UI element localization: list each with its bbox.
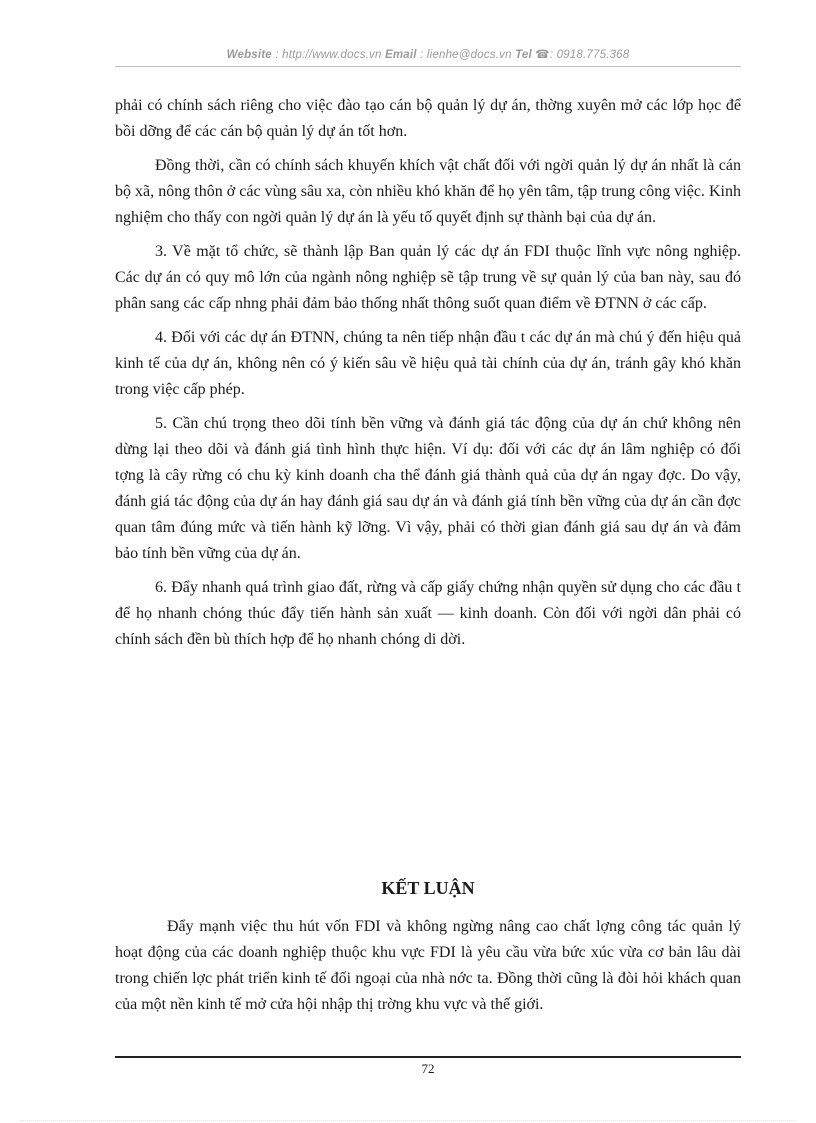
email-label: Email xyxy=(385,49,417,61)
conclusion-text xyxy=(115,914,741,1018)
email-address: : lienhe@docs.vn xyxy=(420,49,512,61)
paragraph-2: Đồng thời, cần có chính sách khuyến khích vật chất đối với ngời quản lý dự án nhất là cán bộ xã, nông thôn ở các vùng sâu xa, còn nhiều khó khăn để họ yên tâm, tập trung công việc. Kinh nghiệm cho thấy con ngời quản lý dự án là yếu tố quyết định sự thành bại của dự án. xyxy=(115,157,741,226)
body-text xyxy=(115,93,741,653)
page-header xyxy=(115,47,741,61)
page-number: 72 xyxy=(421,1061,435,1076)
website-label: Website xyxy=(226,49,272,61)
tel-number: : 0918.775.368 xyxy=(549,49,630,61)
page-edge-dots xyxy=(20,1120,796,1121)
paragraph-3: 3. Về mặt tổ chức, sẽ thành lập Ban quản lý các dự án FDI thuộc lĩnh vực nông nghiệp. Các dự án có quy mô lớn của ngành nông nghiệp sẽ tập trung về sự quản lý của ban này, sau đó phân sang các cấp nhng phải đảm bảo thống nhất thông suốt quan điểm về ĐTNN ở các cấp. xyxy=(115,243,741,312)
paragraph-1: phải có chính sách riêng cho việc đào tạo cán bộ quản lý dự án, thờng xuyên mở các lớp học để bồi dỡng để các cán bộ quản lý dự án tốt hơn. xyxy=(115,97,741,140)
header-divider xyxy=(115,66,741,67)
footer-divider xyxy=(115,1056,741,1058)
tel-label: Tel xyxy=(515,49,532,61)
section-title: KẾT LUẬN xyxy=(381,878,475,898)
paragraph-6: 6. Đẩy nhanh quá trình giao đất, rừng và cấp giấy chứng nhận quyền sử dụng cho các đầu t để họ nhanh chóng thúc đẩy tiến hành sản xuất — kinh doanh. Còn đối với ngời dân phải có chính sách đền bù thích hợp để họ nhanh chóng di dời. xyxy=(115,579,741,648)
conclusion-paragraph: Đẩy mạnh việc thu hút vốn FDI và không ngừng nâng cao chất lợng công tác quản lý hoạt động của các doanh nghiệp thuộc khu vực FDI là yêu cầu vừa bức xúc vừa cơ bản lâu dài trong chiến lợc phát triển kinh tế đối ngoại của nhà nớc ta. Đồng thời cũng là đòi hỏi khách quan của một nền kinh tế mở cửa hội nhập thị trờng khu vực và thế giới. xyxy=(115,918,741,1013)
website-url: : http://www.docs.vn xyxy=(275,49,382,61)
paragraph-4: 4. Đối với các dự án ĐTNN, chúng ta nên tiếp nhận đầu t các dự án mà chú ý đến hiệu quả kinh tế của dự án, không nên có ý kiến sâu về hiệu quả tài chính của dự án, tránh gây khó khăn trong việc cấp phép. xyxy=(115,329,741,398)
paragraph-5: 5. Cần chú trọng theo dõi tính bền vững và đánh giá tác động của dự án chứ không nên dừng lại theo dõi và đánh giá tình hình thực hiện. Ví dụ: đối với các dự án lâm nghiệp có đối tợng là cây rừng có chu kỳ kinh doanh cha thể đánh giá thành quả của dự án ngay đợc. Do vậy, đánh giá tác động của dự án hay đánh giá sau dự án và đánh giá tính bền vững của dự án cần đợc quan tâm đúng mức và tiến hành kỹ lỡng. Vì vậy, phải có thời gian đánh giá sau dự án và đảm bảo tính bền vững của dự án. xyxy=(115,415,741,562)
phone-icon: ☎ xyxy=(535,49,550,61)
